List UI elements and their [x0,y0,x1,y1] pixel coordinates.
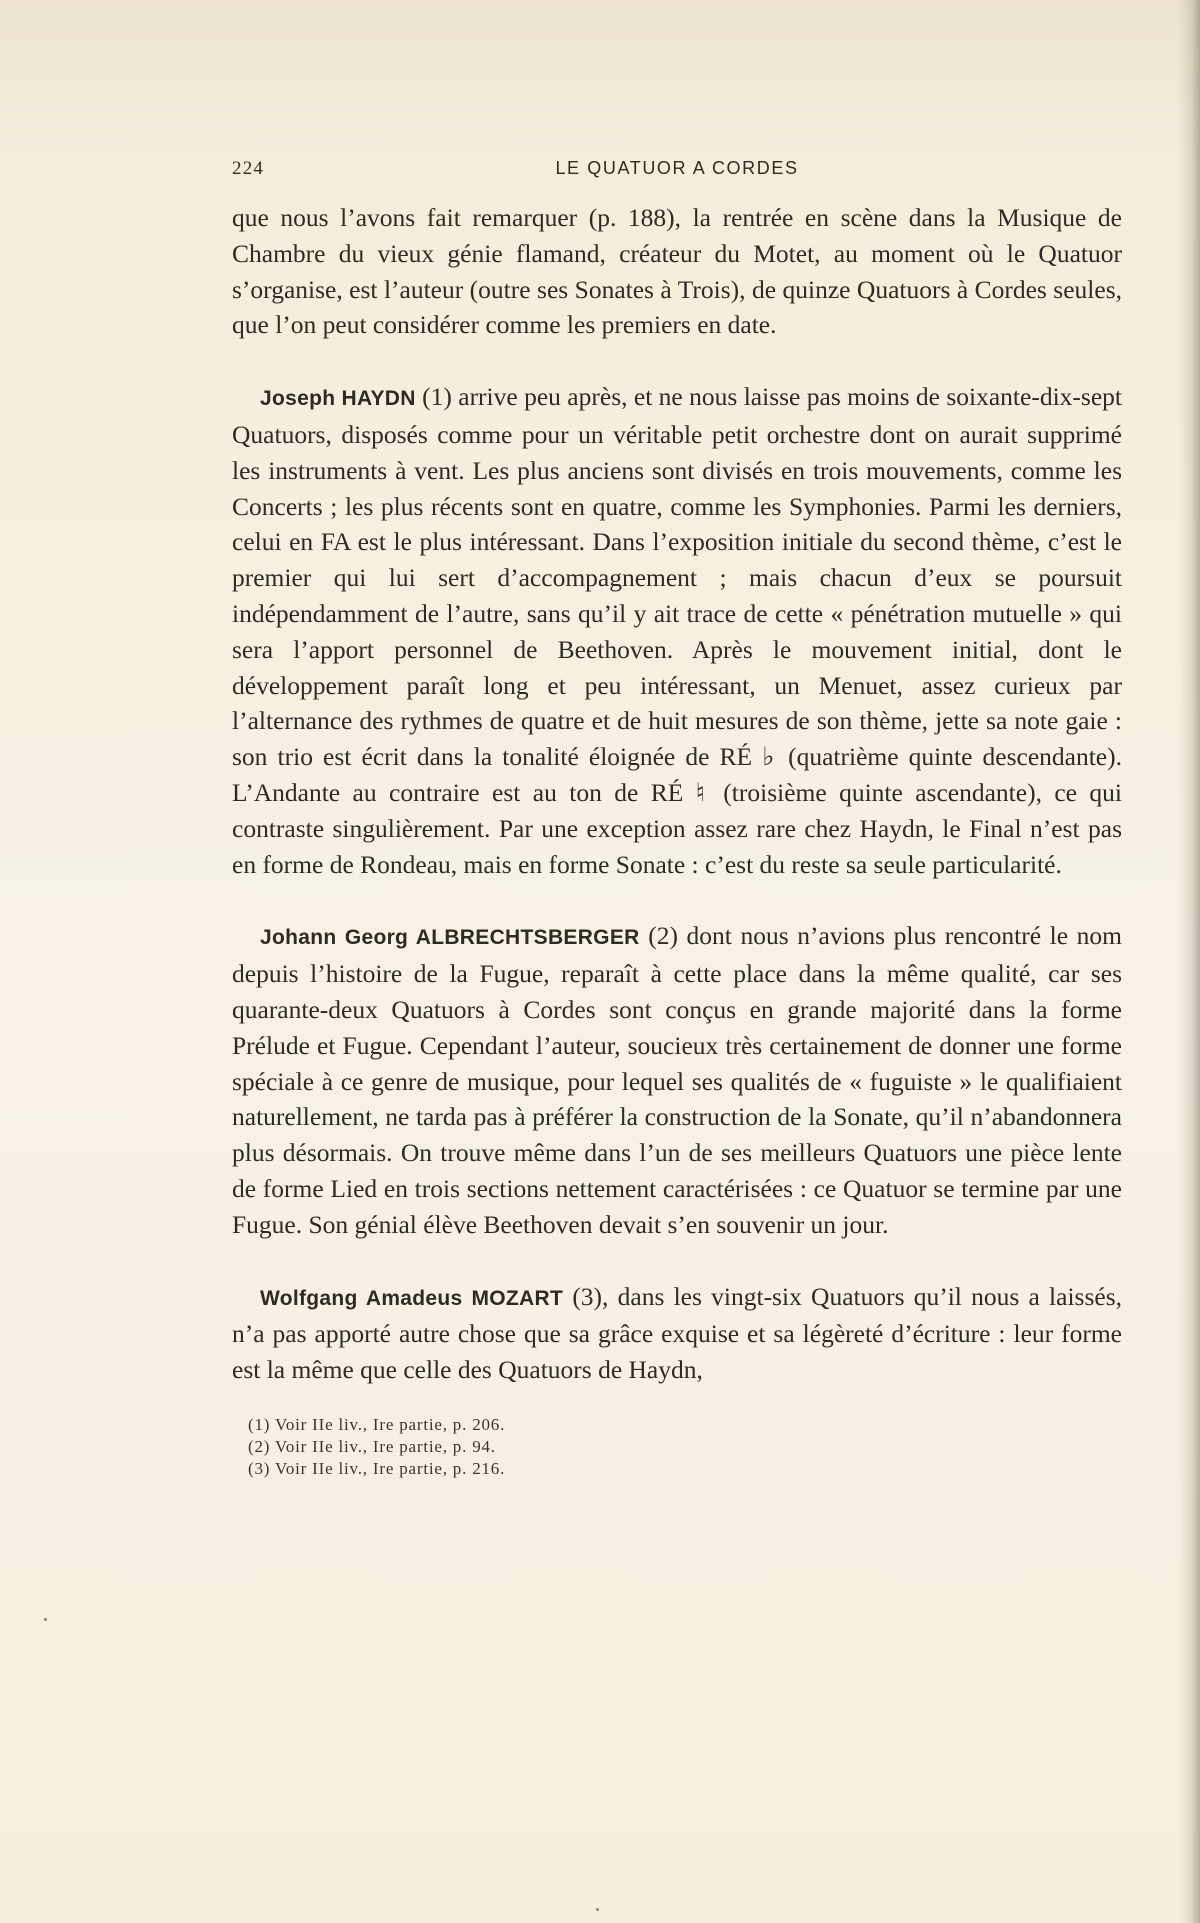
paper-speck [596,1908,599,1911]
running-title: LE QUATUOR A CORDES [555,158,799,178]
composer-name: Johann Georg ALBRECHTSBERGER [260,926,640,950]
paragraph-text: (3), dans les vingt-six Quatuors qu’il nous a laissés, n’a pas apporté autre chose que sa grâce exquise et sa légèreté d’écriture : leur forme est la même que celle des Quatuors de Haydn, [232,1281,1122,1385]
paragraph-continuation [232,200,1122,343]
body-text [232,200,1122,1388]
composer-name: Wolfgang Amadeus MOZART [260,1286,564,1310]
footnote: (3) Voir IIe liv., Ire partie, p. 216. [248,1458,506,1478]
paper-speck [44,1618,47,1621]
paragraph-mozart [232,1279,1122,1388]
paragraph-text: (1) arrive peu après, et ne nous laisse pas moins de soixante-dix-sept Quatuors, disposés comme pour un véritable petit orchestre dont on aurait supprimé les instruments à vent. Les plus anciens sont divisés en trois mouvements, comme les Concerts ; les plus récents sont en quatre, comme les Symphonies. Parmi les derniers, celui en FA est le plus intéressant. Dans l’exposition initiale du second thème, c’est le premier qui lui sert d’accompagnement ; mais chacun d’eux se poursuit indépendamment de l’autre, sans qu’il y ait trace de cette « pénétration mutuelle » qui sera l’apport personnel de Beethoven. Après le mouvement initial, dont le développement paraît long et peu intéressant, un Menuet, assez curieux par l’alternance des rythmes de quatre et de huit mesures de son thème, jette sa note gaie : son trio est écrit dans la tonalité éloignée de RÉ ♭ (quatrième quinte descendante). L’Andante au contraire est au ton de RÉ ♮ (troisième quinte ascendante), ce qui contraste singulièrement. Par une exception assez rare chez Haydn, le Final n’est pas en forme de Rondeau, mais en forme Sonate : c’est du reste sa seule particularité. [232,382,1122,879]
book-page [232,158,1122,1480]
page-number: 224 [232,158,265,179]
paragraph-haydn [232,379,1122,882]
paragraph-albrechtsberger [232,918,1122,1242]
footnote: (2) Voir IIe liv., Ire partie, p. 94. [248,1436,496,1456]
paragraph-text: que nous l’avons fait remarquer (p. 188), la rentrée en scène dans la Musique de Chambre du vieux génie flamand, créateur du Motet, au moment où le Quatuor s’organise, est l’auteur (outre ses Sonates à Trois), de quinze Quatuors à Cordes seules, que l’on peut considérer comme les premiers en date. [232,203,1122,340]
composer-name: Joseph HAYDN [260,387,416,411]
running-head [232,158,1122,188]
paragraph-text: (2) dont nous n’avions plus rencontré le nom depuis l’histoire de la Fugue, reparaît à cette place dans la même qualité, car ses quarante-deux Quatuors à Cordes sont conçus en grande majorité dans la forme Prélude et Fugue. Cependant l’auteur, soucieux très certainement de donner une forme spéciale à ce genre de musique, pour lequel ses qualités de « fuguiste » le qualifiaient naturellement, ne tarda pas à préférer la construction de la Sonate, qu’il n’abandonnera plus désormais. On trouve même dans l’un de ses meilleurs Quatuors une pièce lente de forme Lied en trois sections nettement caractérisées : ce Quatuor se termine par une Fugue. Son génial élève Beethoven devait s’en souvenir un jour. [232,921,1122,1239]
page-edge-shadow [1178,0,1200,1923]
footnote: (1) Voir IIe liv., Ire partie, p. 206. [248,1414,506,1434]
footnotes [232,1414,1122,1480]
